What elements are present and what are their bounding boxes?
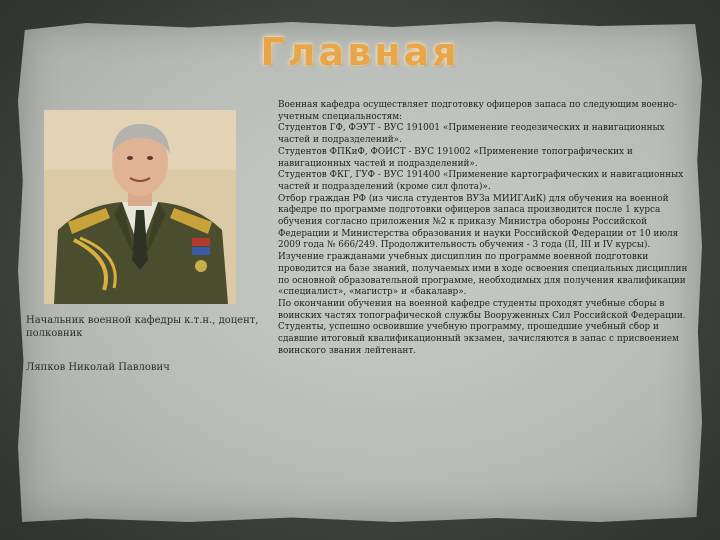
page-title: Главная: [260, 30, 460, 74]
text-paragraph: Студентов ФКГ, ГУФ - ВУС 191400 «Применение картографических и навигационных частей и подразделений (кроме сил флота)».: [278, 170, 684, 192]
portrait-caption: [26, 314, 262, 374]
text-paragraph: По окончании обучения на военной кафедре студенты проходят учебные сборы в воинских частях топографической службы Вооруженных Сил Российской Федерации.: [278, 298, 686, 321]
text-paragraph: Студенты, успешно освоившие учебную программу, прошедшие учебный сбор и сдавшие итоговый квалификационный экзамен, зачисляются в запас с присвоением воинского звания лейтенант.: [278, 322, 679, 356]
main-text: [278, 100, 698, 357]
caption-position: Начальник военной кафедры к.т.н., доцент, полковник: [26, 315, 259, 339]
text-paragraph: Студентов ГФ, ФЭУТ - ВУС 191001 «Применение геодезических и навигационных частей и подразделений».: [278, 123, 665, 146]
text-paragraph: Изучение гражданами учебных дисциплин по программе военной подготовки проводится на базе знаний, получаемых ими в ходе освоения специальных дисциплин по основной образовательной программе, необходимых для получения квалификации «специалист», «магистр» и «бакалавр».: [278, 252, 688, 298]
text-paragraph: Отбор граждан РФ (из числа студентов ВУЗа МИИГАиК) для обучения на военной кафедре по программе подготовки офицеров запаса производится после 1 курса обучения согласно приложения №2 к приказу Министра обороны Российской Федерации и Министерства образования и науки Российской Федерации от 10 июля 2009 года № 666/249. Продолжительность обучения - 3 года (II, III и IV курсы).: [278, 193, 679, 251]
text-paragraph: Военная кафедра осуществляет подготовку офицеров запаса по следующим военно-учетным специальностям:: [278, 100, 678, 122]
text-paragraph: Студентов ФПКиФ, ФОИСТ - ВУС 191002 «Применение топографических и навигационных частей и подразделений».: [278, 146, 633, 169]
caption-name: Ляпков Николай Павлович: [26, 362, 170, 373]
portrait-photo: [44, 110, 236, 304]
